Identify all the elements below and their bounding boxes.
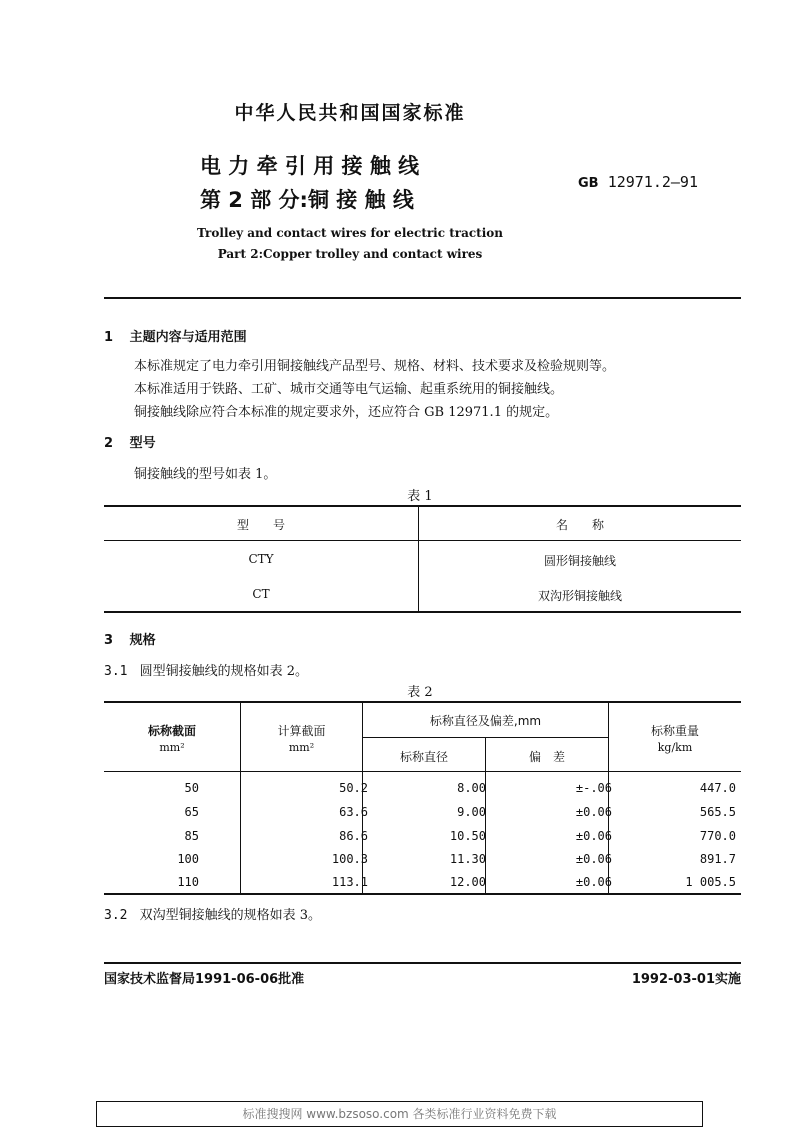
table-2-header-weight: 标称重量 [650,724,699,738]
table-2-caption: 表 2 [407,685,433,700]
table-2-header-diameter: 标称直径 [399,750,448,764]
table-cell: ±0.06 [575,852,612,866]
table-cell: 63.6 [339,805,368,819]
subsection-3-1 [104,660,308,679]
doc-title-line2: 第 2 部 分:铜 接 触 线 [200,188,414,212]
table-cell: 770.0 [699,829,736,843]
table-1-cell: 圆形铜接触线 [543,554,616,568]
footer-rule [104,962,741,964]
table-2-subheader-rule [363,737,609,738]
table-row [104,875,741,893]
section-2-heading [104,432,156,451]
table-cell: 65 [184,805,199,819]
table-row [104,781,741,805]
standard-prefix: GB [578,176,599,191]
table-cell: 100 [177,852,199,866]
english-title-line2: Part 2:Copper trolley and contact wires [217,247,483,261]
section-2-title: 型号 [129,436,156,451]
table-cell: 565.5 [699,805,736,819]
section-2-intro: 铜接触线的型号如表 1。 [134,467,277,482]
table-1-caption: 表 1 [407,489,433,504]
org-title: 中华人民共和国国家标准 [234,102,466,124]
table-2-header-nominal-area-unit: mm² [159,741,185,754]
header-rule [104,297,741,299]
subsection-3-2-number: 3.2 [104,908,128,923]
section-1-number: 1 [104,330,114,345]
table-2-header-calc-area-unit: mm² [288,741,315,754]
table-2-header-diameter-group: 标称直径及偏差,mm [429,714,542,728]
section-1-heading [104,326,247,345]
table-1-cell: CT [252,587,270,601]
table-cell: 85 [184,829,199,843]
table-cell: 50 [184,781,199,795]
section-1-paragraph: 铜接触线除应符合本标准的规定要求外，还应符合 GB 12971.1 的规定。 [134,405,559,420]
table-row [104,805,741,829]
effective-date: 1992-03-01实施 [631,972,741,987]
table-cell: ±0.06 [575,829,612,843]
table-2-header-weight-unit: kg/km [657,741,693,754]
table-cell: ±0.06 [575,875,612,889]
table-cell: ±0.06 [575,805,612,819]
table-row [104,852,741,876]
table-row [104,829,741,853]
table-cell: 12.00 [449,875,486,889]
table-2-header-calc-area: 计算截面 [277,724,326,738]
table-1-cell: CTY [248,552,274,566]
subsection-3-1-text: 圆型铜接触线的规格如表 2。 [139,664,309,679]
table-1-header-name: 名 称 [555,518,604,532]
table-cell: 100.3 [331,852,368,866]
table-cell: 10.50 [449,829,486,843]
table-cell: 1 005.5 [685,875,736,889]
section-2-number: 2 [104,436,114,451]
table-1-header-model: 型 号 [236,518,285,532]
table-cell: 447.0 [699,781,736,795]
table-cell: 11.30 [449,852,486,866]
table-cell: 8.00 [457,781,486,795]
section-1-paragraph: 本标准规定了电力牵引用铜接触线产品型号、规格、材料、技术要求及检验规则等。 [134,359,616,374]
subsection-3-2 [104,904,321,923]
section-1-paragraph: 本标准适用于铁路、工矿、城市交通等电气运输、起重系统用的铜接触线。 [134,382,564,397]
table-cell: 9.00 [457,805,486,819]
table-cell: 113.1 [331,875,368,889]
doc-title-line1: 电 力 牵 引 用 接 触 线 [200,154,420,178]
approval-date: 国家技术监督局1991-06-06批准 [104,972,305,987]
standard-number [578,172,698,191]
table-2-header-nominal-area: 标称截面 [147,724,196,738]
table-2-top-rule [104,701,741,703]
section-3-title: 规格 [129,633,156,648]
table-2-header-deviation: 偏 差 [528,750,565,764]
section-1-title: 主题内容与适用范围 [129,330,247,345]
english-title-line1: Trolley and contact wires for electric traction [197,226,503,240]
standard-code: 12971.2—91 [607,173,698,191]
section-3-number: 3 [104,633,114,648]
table-2-header-rule [104,771,741,772]
table-cell: ±-.06 [575,781,612,795]
subsection-3-2-text: 双沟型铜接触线的规格如表 3。 [139,908,322,923]
section-3-heading [104,629,156,648]
table-cell: 50.2 [339,781,368,795]
table-2-bottom-rule [104,893,741,895]
table-1-cell: 双沟形铜接触线 [537,589,622,603]
watermark-banner: 标准搜搜网 www.bzsoso.com 各类标准行业资料免费下载 [96,1101,703,1127]
table-1-header-rule [104,540,741,541]
table-cell: 891.7 [699,852,736,866]
table-cell: 110 [177,875,199,889]
table-1-top-rule [104,505,741,507]
subsection-3-1-number: 3.1 [104,664,128,679]
table-1-bottom-rule [104,611,741,613]
table-cell: 86.6 [339,829,368,843]
